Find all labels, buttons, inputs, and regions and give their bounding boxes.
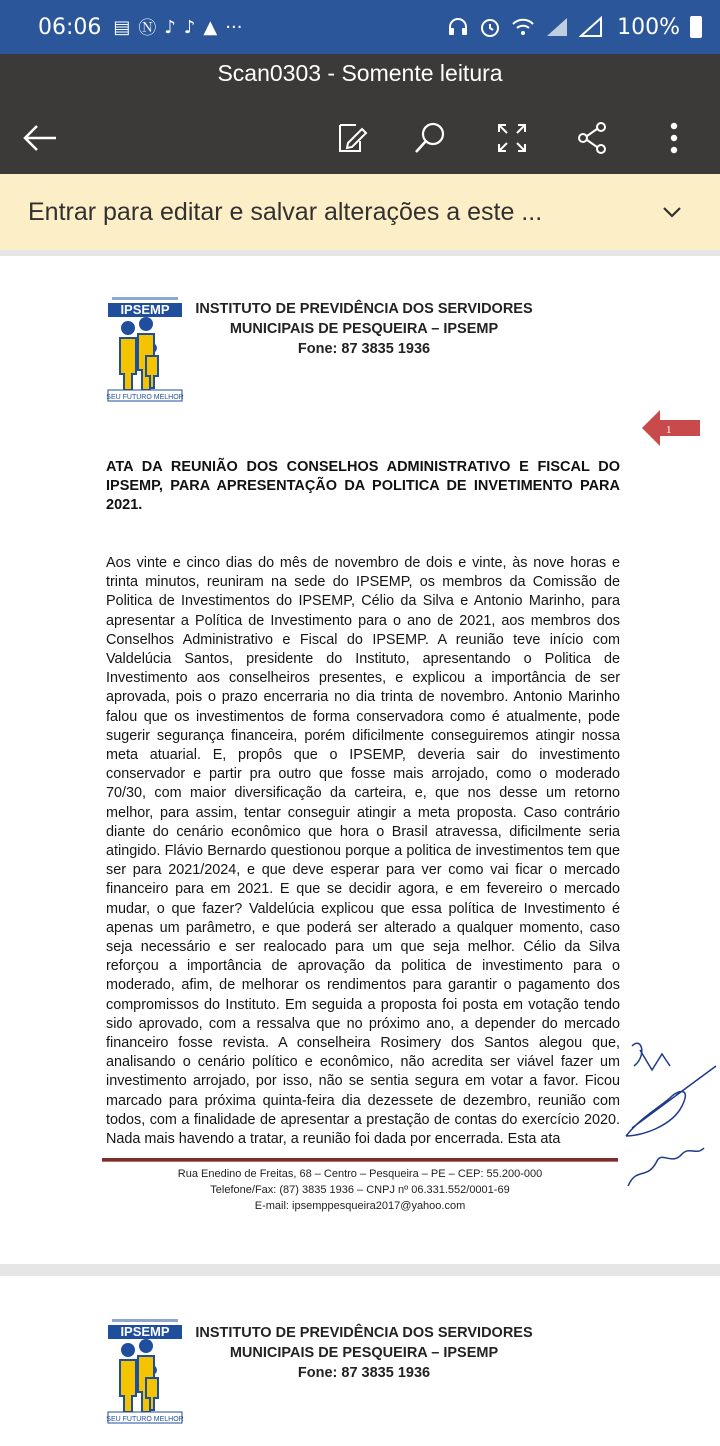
fire-icon: ▲ <box>203 16 218 38</box>
logo-text: IPSEMP <box>120 302 170 317</box>
more-vertical-icon <box>669 121 679 155</box>
battery-percent: 100% <box>617 14 680 40</box>
institute-name-line2: MUNICIPAIS DE PESQUEIRA – IPSEMP <box>229 321 499 337</box>
fullscreen-icon <box>496 122 528 154</box>
logo-motto: SEU FUTURO MELHOR <box>106 1416 184 1423</box>
fullscreen-button[interactable] <box>488 114 536 162</box>
institute-phone: Fone: 87 3835 1936 <box>297 1365 431 1381</box>
headset-icon <box>447 16 469 38</box>
institute-name-line1: INSTITUTO DE PREVIDÊNCIA DOS SERVIDORES <box>195 301 533 317</box>
search-button[interactable] <box>406 114 454 162</box>
document-heading: ATA DA REUNIÃO DOS CONSELHOS ADMINISTRATIVO E FISCAL DO IPSEMP, PARA APRESENTAÇÃO DA POLITICA DE INVETIMENTO PARA 2021. <box>106 459 620 513</box>
document-body: Aos vinte e cinco dias do mês de novembro de dois e vinte, às nove horas e trinta minutos, reuniram na sede do IPSEMP, os membros da Comissão de Politica de Investimentos do IPSEMP, Célio da Silva e Antonio Marinho, para apresentar a Política de Investimento para o ano de 2021, aos membros dos Conselhos Administrativo e Fiscal do IPSEMP. A reunião teve início com Valdelúcia Santos, presidente do Instituto, apresentando o Politica de Investimento aos conselheiros presentes, e explicou a importância de ser aprovada, pois o prazo encerraria no dia trinta de novembro. Antonio Marinho falou que os investimentos de forma conservadora como é atualmente, pode sugerir segurança financeira, porém dificilmente conseguiremos atingir nossa meta atuarial. E, propôs que o IPSEMP, deveria sair do investimento conservador e partir pra outro que fosse mais arrojado, como o moderado 70/30, com maior diversificação da carteira, e, que nos desse um retorno melhor, para assim, tentar conseguir atingir a meta proposta. Caso contrário diante do cenário econômico que hora o Brasil atravessa, dificilmente seria atingido. Flávio Bernardo questionou porque a politica de investimentos tem que ser para 2021/2024, e que deve esperar para ver como vai ficar o mercado financeiro para em 2021. E que se decidir agora, e em fevereiro o mercado mudar, o que fazer? Valdelúcia explicou que essa política de Investimento é apenas um parâmetro, e que poderá ser alterado a qualquer momento, caso seja necessário e ser realocado para um que seja melhor. Célio da Silva reforçou a importância de aprovação da politica de investimento para o moderado, afim, de melhorar os rendimentos para garantir o pagamento dos compromissos do Instituto. Em seguida a proposta foi posta em votação tendo sido aprovado, com a ressalva que no próximo ano, a depender do mercado financeiro fosse revista. A conselheira Rosimery dos Santos alegou que, analisando o cenário político e econômico, não acredita ser viável fazer um investimento arrojado, por isso, não se sentia segura em votar a favor. Ficou marcado para próxima quinta-feira dia dezessete de dezembro, reunião com todos, com a finalidade de apresentar a prestação de contas do exercício 2020. Nada mais havendo a tratar, a reunião foi dada por encerrada. Esta ata <box>106 555 620 1148</box>
footer-divider <box>102 1158 618 1162</box>
footer-address: Rua Enedino de Freitas, 68 – Centro – Pesqueira – PE – CEP: 55.200-000 <box>177 1168 543 1180</box>
battery-icon <box>690 16 702 38</box>
back-button[interactable] <box>16 114 64 162</box>
more-options-button[interactable] <box>650 114 698 162</box>
banner-text: Entrar para editar e salvar alterações a este ... <box>28 197 543 226</box>
message-icon: ▤ <box>113 16 131 38</box>
page-footer <box>100 1166 620 1214</box>
signal-icon <box>545 16 569 38</box>
status-bar <box>0 0 720 54</box>
search-icon <box>413 121 447 155</box>
institute-header <box>194 299 534 359</box>
logo-text: IPSEMP <box>120 1324 170 1339</box>
ipsemp-logo <box>106 1316 184 1424</box>
sign-in-banner[interactable] <box>0 174 720 250</box>
comment-count: 1 <box>666 424 672 436</box>
document-page-2 <box>0 1276 720 1446</box>
tiktok-icon: ♪ <box>183 16 196 38</box>
notification-icons <box>113 14 242 40</box>
institute-name-line1: INSTITUTO DE PREVIDÊNCIA DOS SERVIDORES <box>195 1325 533 1341</box>
share-button[interactable] <box>568 114 616 162</box>
status-time: 06:06 <box>38 14 102 40</box>
footer-phone-cnpj: Telefone/Fax: (87) 3835 1936 – CNPJ nº 06.331.552/0001-69 <box>210 1184 510 1196</box>
share-icon <box>575 121 609 155</box>
signatures <box>612 1036 720 1206</box>
edit-button[interactable] <box>328 114 376 162</box>
institute-name-line2: MUNICIPAIS DE PESQUEIRA – IPSEMP <box>229 1345 499 1361</box>
footer-email: E-mail: ipsemppesqueira2017@yahoo.com <box>254 1200 466 1212</box>
signal-icon <box>579 16 603 38</box>
institute-header <box>194 1323 534 1383</box>
back-arrow-icon <box>22 123 58 153</box>
comment-marker[interactable] <box>642 410 700 446</box>
institute-phone: Fone: 87 3835 1936 <box>297 341 431 357</box>
alarm-icon <box>479 16 501 38</box>
system-icons <box>447 15 702 40</box>
b-icon: Ⓝ <box>138 18 157 39</box>
wifi-icon <box>511 16 535 38</box>
more-dots-icon: ··· <box>225 16 243 38</box>
chevron-down-icon[interactable] <box>658 198 686 226</box>
document-page <box>0 256 720 1264</box>
logo-motto: SEU FUTURO MELHOR <box>106 394 184 401</box>
document-title: Scan0303 - Somente leitura <box>217 60 503 86</box>
edit-icon <box>336 121 368 155</box>
tiktok-icon: ♪ <box>164 16 176 38</box>
app-bar <box>0 54 720 174</box>
ipsemp-logo <box>106 294 184 402</box>
